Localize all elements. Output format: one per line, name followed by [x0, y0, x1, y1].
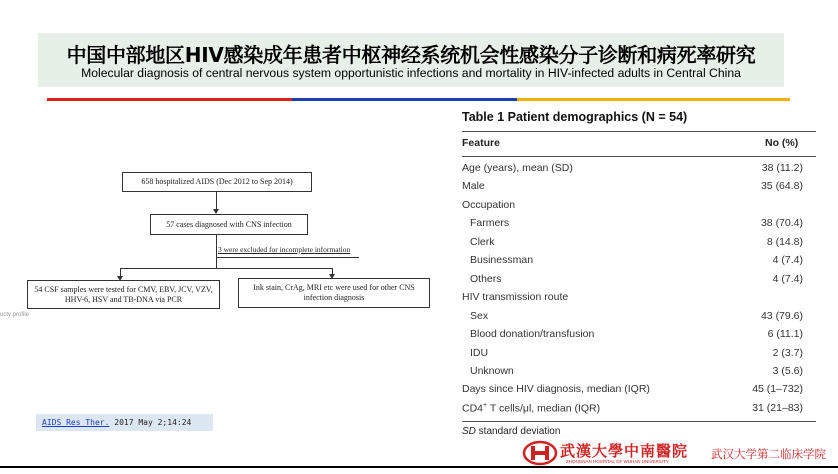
row-feature: Sex — [470, 309, 489, 322]
table-row — [462, 402, 816, 420]
row-feature: Farmers — [470, 217, 510, 230]
row-feature: Others — [470, 272, 502, 285]
divider-yellow — [517, 98, 790, 101]
flowchart-box-other-diagnosis: Ink stain, CrAg, MRI etc were used for other CNS infection diagnosis — [238, 278, 430, 308]
table-row — [462, 328, 816, 346]
page-title-english: Molecular diagnosis of central nervous system opportunistic infections and mortality in HIV-infected adults in Central China — [81, 66, 741, 80]
flowchart-box-csf-pcr: 54 CSF samples were tested for CMV, EBV, JCV, VZV, HHV-6, HSV and TB-DNA via PCR — [27, 280, 220, 309]
flowchart-connector — [216, 235, 217, 268]
row-value: 43 (79.6) — [760, 309, 803, 322]
table-row — [462, 217, 816, 235]
column-header-value: No (%) — [765, 137, 799, 149]
row-value: 38 (11.2) — [761, 162, 803, 174]
table-row — [462, 365, 816, 383]
hospital-logo-icon — [522, 440, 558, 466]
faint-caption: ucty profile — [0, 312, 30, 318]
flowchart-excluded-note: 3 were excluded for incomplete information — [218, 245, 351, 254]
row-value: 4 (7.4) — [772, 254, 803, 267]
table-row — [462, 199, 816, 217]
citation-date: 2017 May 2;14:24 — [114, 418, 192, 427]
flowchart-connector — [216, 257, 359, 258]
row-value: 3 (5.6) — [772, 364, 803, 377]
table-footnote — [462, 426, 560, 437]
table-rule-top — [462, 131, 816, 132]
row-feature: Clerk — [470, 235, 495, 248]
table-row — [462, 236, 816, 254]
table-row — [462, 180, 816, 198]
flowchart-box-cns-cases: 57 cases diagnosed with CNS infection — [150, 214, 308, 235]
row-feature: Male — [462, 180, 485, 193]
row-value: 8 (14.8) — [766, 235, 803, 248]
hospital-name-english: ZHONGNAN HOSPITAL OF WUHAN UNIVERSITY — [566, 459, 669, 464]
journal-link[interactable]: AIDS Res Ther. — [42, 418, 110, 427]
footnote-abbreviation: SD — [462, 426, 476, 437]
table-title: Table 1 Patient demographics (N = 54) — [462, 110, 688, 124]
footnote-text: standard deviation — [475, 426, 561, 437]
table-row — [462, 310, 816, 328]
row-value: 4 (7.4) — [772, 272, 803, 285]
table-row — [462, 273, 816, 291]
row-value: 45 (1–732) — [752, 383, 803, 396]
hospital-name-chinese: 武漢大學中南醫院 — [560, 442, 689, 460]
flowchart-connector — [120, 268, 332, 269]
table-row — [462, 254, 816, 272]
column-header-feature: Feature — [462, 137, 500, 149]
citation — [36, 414, 213, 431]
row-value: 35 (64.8) — [760, 180, 803, 193]
college-name: 武汉大学第二临床学院 — [711, 447, 826, 461]
row-value: 31 (21–83) — [752, 401, 803, 414]
row-feature: CD4+ T cells/μl, median (IQR) — [462, 401, 601, 415]
table-row — [462, 162, 816, 180]
row-value: 38 (70.4) — [760, 217, 803, 230]
row-feature: Blood donation/transfusion — [470, 328, 595, 341]
row-feature: Unknown — [470, 364, 514, 377]
table-rule-header — [462, 156, 816, 157]
row-feature: Businessman — [470, 254, 534, 267]
row-feature: IDU — [470, 346, 489, 359]
row-feature: Age (years), mean (SD) — [462, 162, 573, 174]
flowchart-box-hospitalized: 658 hospitalized AIDS (Dec 2012 to Sep 2014) — [122, 172, 312, 192]
table-row — [462, 291, 816, 309]
divider-red — [47, 98, 292, 101]
table-row — [462, 383, 816, 401]
row-feature: Days since HIV diagnosis, median (IQR) — [462, 383, 650, 396]
page-title-chinese: 中国中部地区HIV感染成年患者中枢神经系统机会性感染分子诊断和病死率研究 — [66, 43, 756, 67]
divider-blue — [292, 98, 517, 101]
row-value: 2 (3.7) — [772, 346, 803, 359]
row-value: 6 (11.1) — [767, 328, 803, 341]
row-feature: Occupation — [462, 198, 516, 211]
footer-divider — [0, 466, 838, 468]
table-row — [462, 347, 816, 365]
row-feature: HIV transmission route — [462, 291, 569, 304]
title-banner — [38, 33, 784, 87]
table-rule-bottom — [462, 421, 816, 422]
